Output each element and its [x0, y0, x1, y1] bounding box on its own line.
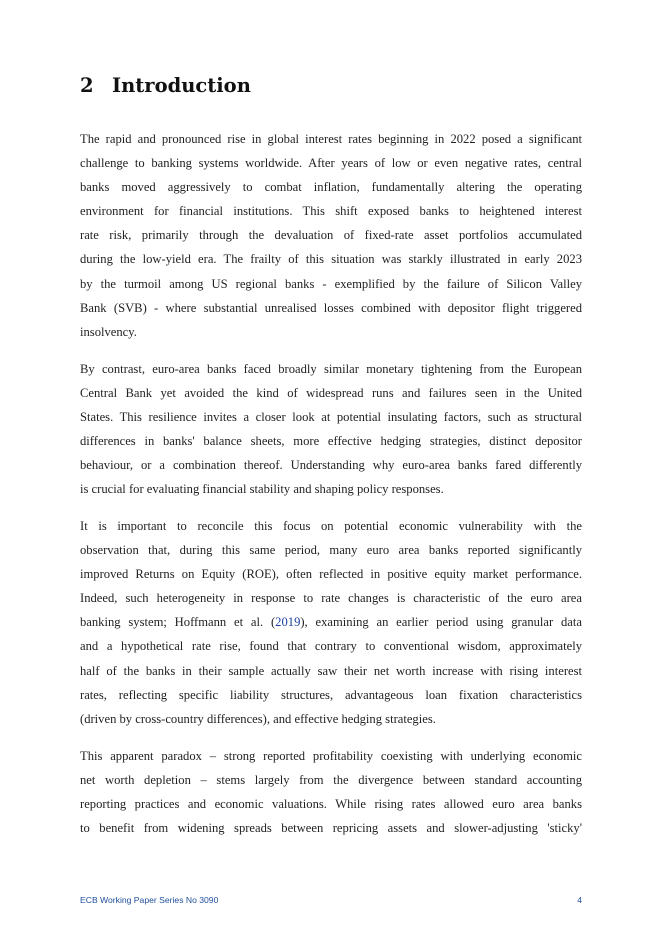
text-line: (driven by cross-country differences), and effective hedging strategies. [80, 711, 436, 726]
text-line: is crucial for evaluating financial stability and shaping policy responses. [80, 482, 444, 497]
text-line: to benefit from widening spreads between repricing assets and slower-adjusting 'sticky' [80, 821, 582, 836]
text-fragment: banking system; Hoffmann et al. ( [80, 615, 276, 630]
text-line: Bank (SVB) - where substantial unrealised losses combined with depositor flight triggered [80, 300, 582, 315]
text-line: This apparent paradox – strong reported profitability coexisting with underlying economic [80, 749, 582, 763]
text-line: It is important to reconcile this focus on potential economic vulnerability with the [80, 519, 582, 533]
paragraph-1 [80, 127, 582, 344]
text-line: Indeed, such heterogeneity in response to rate changes is characteristic of the euro area [80, 591, 582, 606]
text-line: net worth depletion – stems largely from the divergence between standard accounting [80, 773, 582, 788]
text-line: improved Returns on Equity (ROE), often reflected in positive equity market performance. [80, 567, 582, 582]
text-line: reporting practices and economic valuations. While rising rates allowed euro area banks [80, 797, 582, 812]
text-line: insolvency. [80, 324, 137, 339]
footer-series: ECB Working Paper Series No 3090 [80, 895, 219, 905]
text-line: banks moved aggressively to combat inflation, fundamentally altering the operating [80, 180, 582, 195]
text-line: The rapid and pronounced rise in global interest rates beginning in 2022 posed a significant [80, 132, 582, 146]
text-line: by the turmoil among US regional banks - exemplified by the failure of Silicon Valley [80, 276, 582, 291]
text-line: challenge to banking systems worldwide. After years of low or even negative rates, central [80, 156, 582, 171]
section-number: 2 [80, 74, 94, 97]
text-line: States. This resilience invites a closer look at potential insulating factors, such as structural [80, 410, 582, 425]
text-line: half of the banks in their sample actually saw their net worth increase with rising interest [80, 663, 582, 678]
text-line: rate risk, primarily through the devaluation of fixed-rate asset portfolios accumulated [80, 228, 582, 243]
paragraph-3 [80, 514, 582, 731]
text-line: and a hypothetical rate rise, found that contrary to conventional wisdom, approximately [80, 639, 582, 654]
section-heading [80, 74, 251, 97]
text-line: By contrast, euro-area banks faced broadly similar monetary tightening from the European [80, 362, 582, 376]
citation-link-hoffmann-2019[interactable]: 2019 [275, 615, 301, 630]
text-line: rates, reflecting specific liability structures, advantageous loan fixation characteristics [80, 687, 582, 702]
text-line: behaviour, or a combination thereof. Understanding why euro-area banks fared differently [80, 458, 582, 473]
text-fragment: ), examining an earlier period using granular data [300, 615, 582, 630]
text-line: environment for financial institutions. This shift exposed banks to heightened interest [80, 204, 582, 219]
footer-page-number: 4 [577, 895, 582, 905]
text-line: observation that, during this same period, many euro area banks reported significantly [80, 543, 582, 558]
paragraph-2 [80, 357, 582, 502]
section-title: Introduction [112, 74, 251, 97]
paragraph-4 [80, 744, 582, 840]
text-line: differences in banks' balance sheets, more effective hedging strategies, distinct depositor [80, 434, 582, 449]
text-line: Central Bank yet avoided the kind of widespread runs and failures seen in the United [80, 386, 582, 401]
text-line: during the low-yield era. The frailty of this situation was starkly illustrated in early 2023 [80, 252, 582, 267]
text-line-with-citation [80, 610, 582, 634]
